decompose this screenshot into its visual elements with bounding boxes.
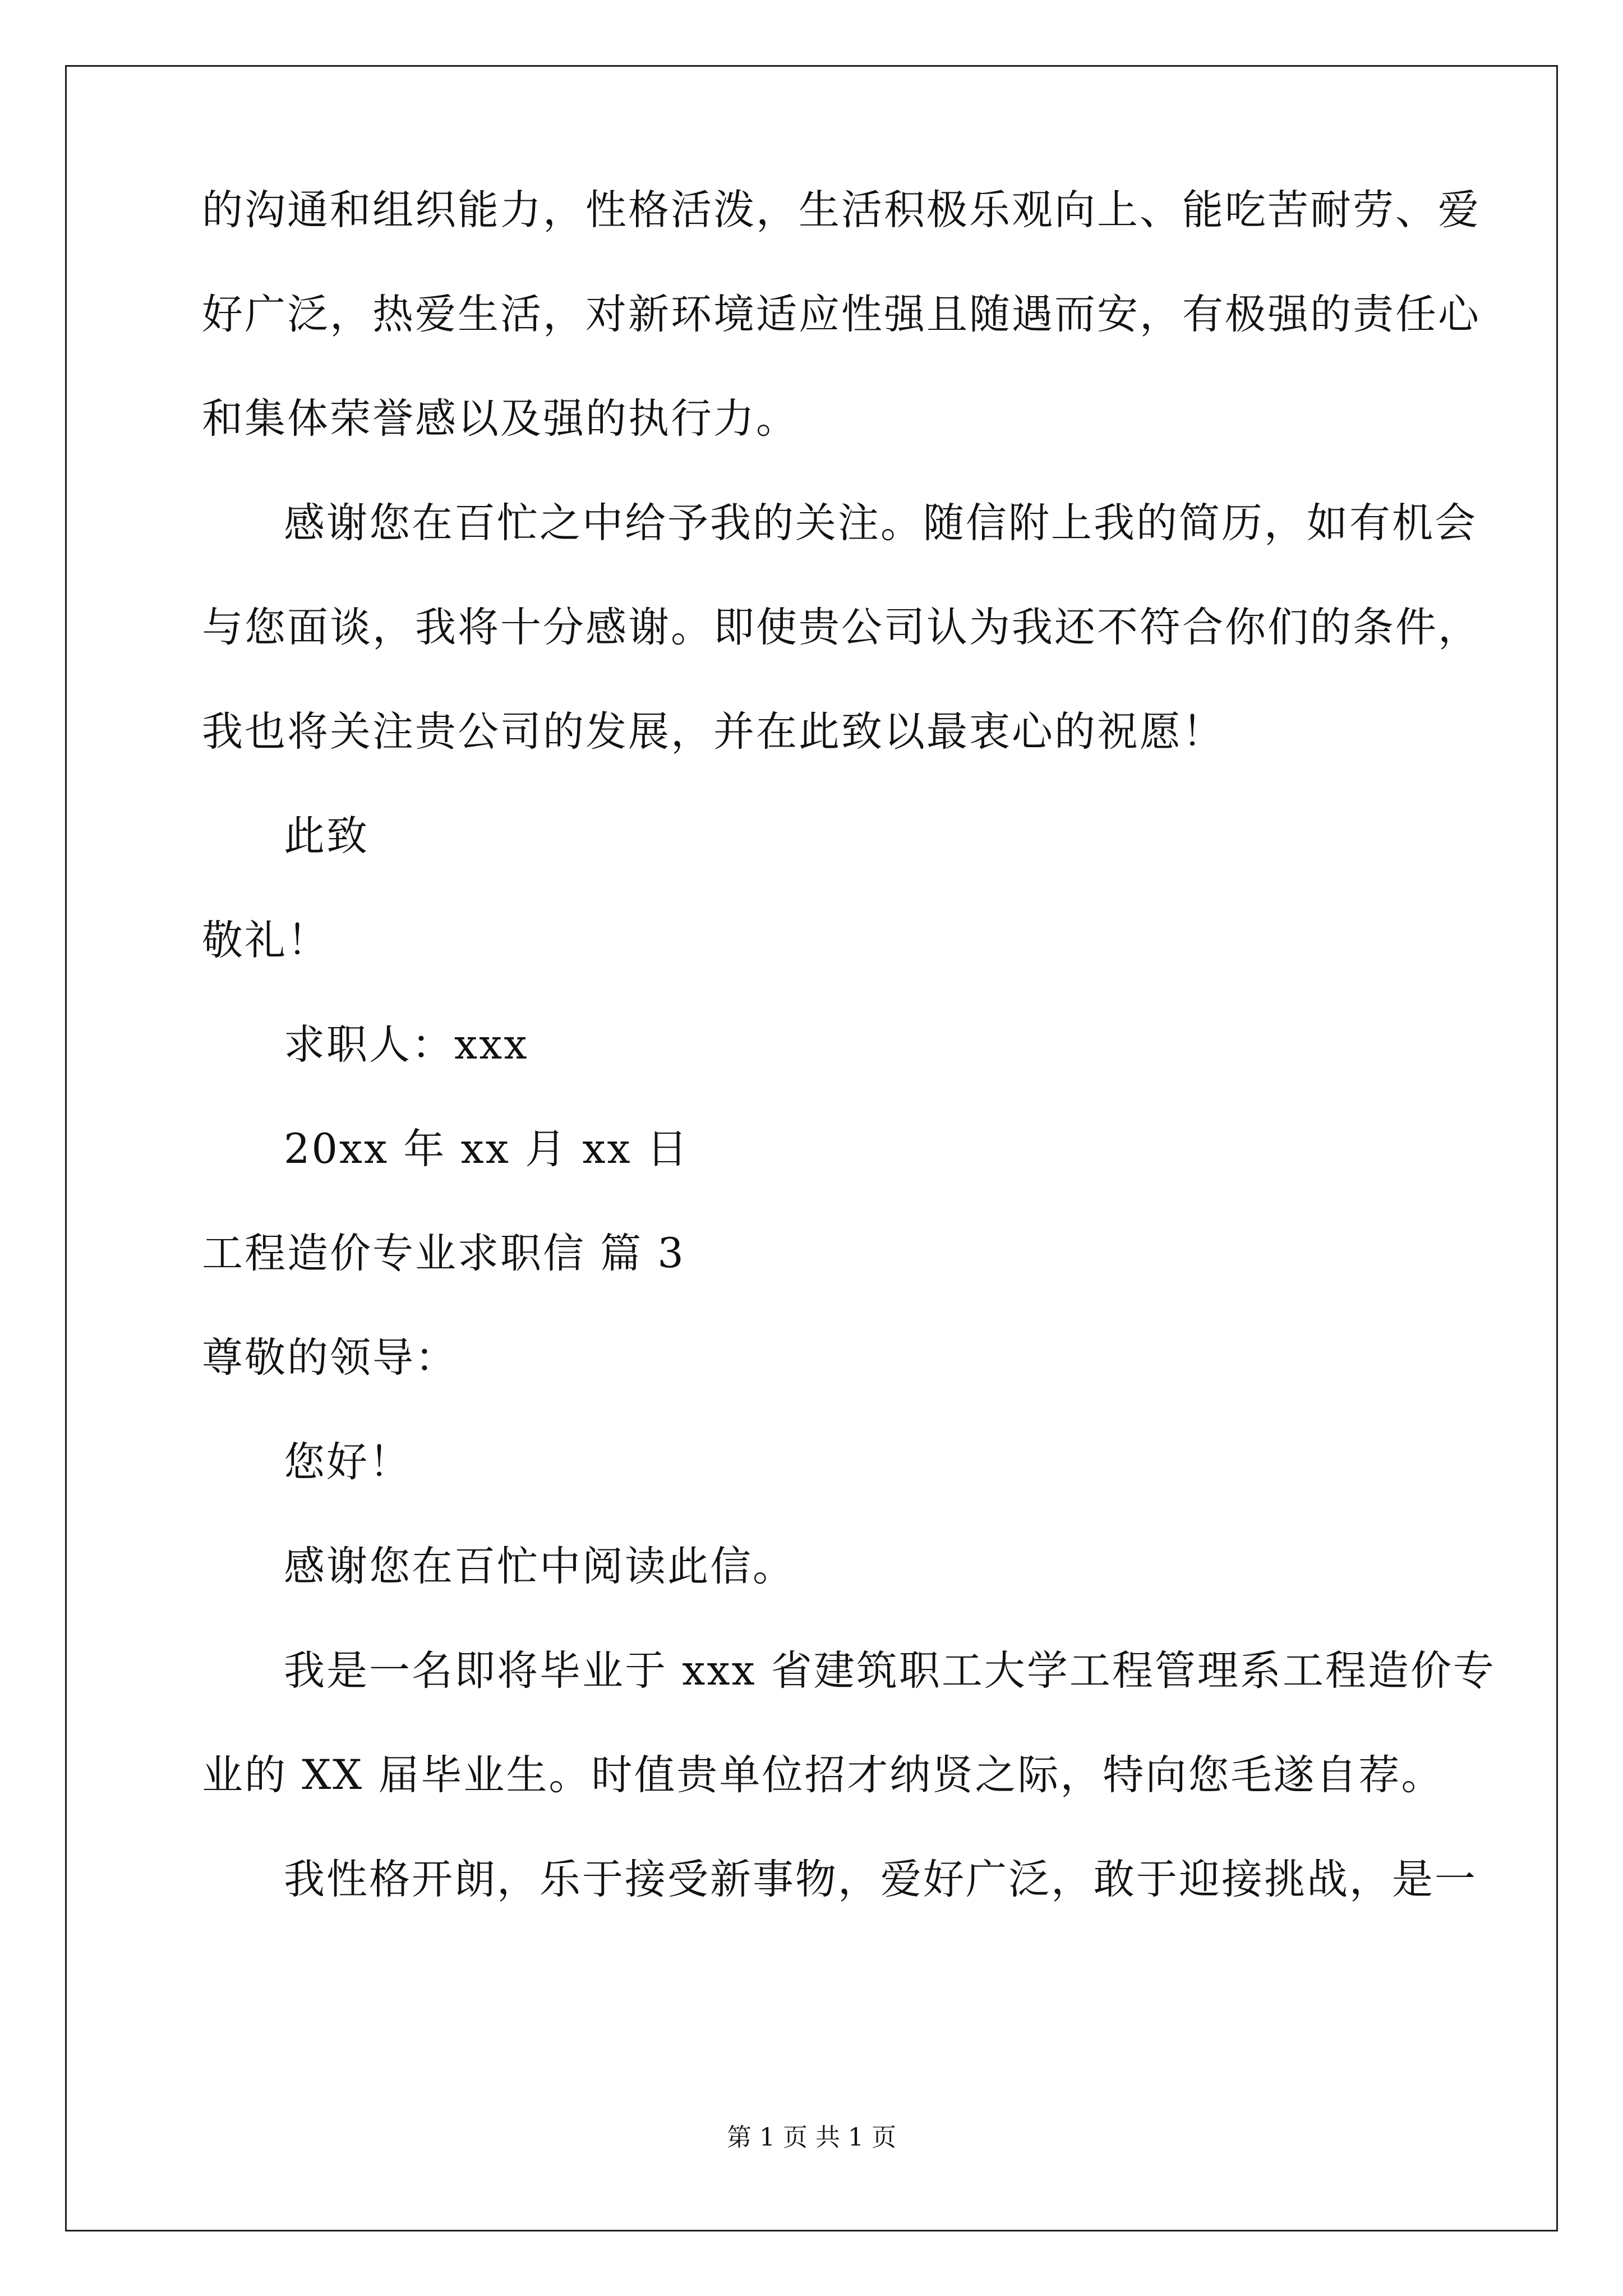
applicant-signature: 求职人：xxx xyxy=(284,1021,529,1069)
letter-greeting: 尊敬的领导： xyxy=(202,1334,458,1382)
page-footer: 第 1 页 共 1 页 xyxy=(727,2123,896,2152)
greeting-hello: 您好！ xyxy=(284,1438,412,1486)
paragraph-line: 与您面谈，我将十分感谢。即使贵公司认为我还不符合你们的条件， xyxy=(202,604,1481,651)
letter-date: 20xx 年 xx 月 xx 日 xyxy=(284,1125,689,1173)
paragraph-line: 感谢您在百忙中阅读此信。 xyxy=(284,1543,795,1590)
closing-salutation: 此致 xyxy=(284,812,369,860)
section-heading: 工程造价专业求职信 篇 3 xyxy=(202,1230,685,1277)
paragraph-line: 和集体荣誉感以及强的执行力。 xyxy=(202,395,799,443)
paragraph-line: 感谢您在百忙之中给予我的关注。随信附上我的简历，如有机会 xyxy=(284,499,1477,547)
closing-respect: 敬礼！ xyxy=(202,917,330,964)
paragraph-line: 我是一名即将毕业于 xxx 省建筑职工大学工程管理系工程造价专 xyxy=(284,1647,1496,1695)
paragraph-line: 好广泛，热爱生活，对新环境适应性强且随遇而安，有极强的责任心 xyxy=(202,291,1481,338)
paragraph-line: 我也将关注贵公司的发展，并在此致以最衷心的祝愿！ xyxy=(202,708,1225,756)
paragraph-line: 我性格开朗，乐于接受新事物，爱好广泛，敢于迎接挑战，是一 xyxy=(284,1856,1477,1903)
paragraph-line: 的沟通和组织能力，性格活泼，生活积极乐观向上、能吃苦耐劳、爱 xyxy=(202,186,1481,234)
paragraph-line: 业的 XX 届毕业生。时值贵单位招才纳贤之际，特向您毛遂自荐。 xyxy=(202,1751,1444,1799)
